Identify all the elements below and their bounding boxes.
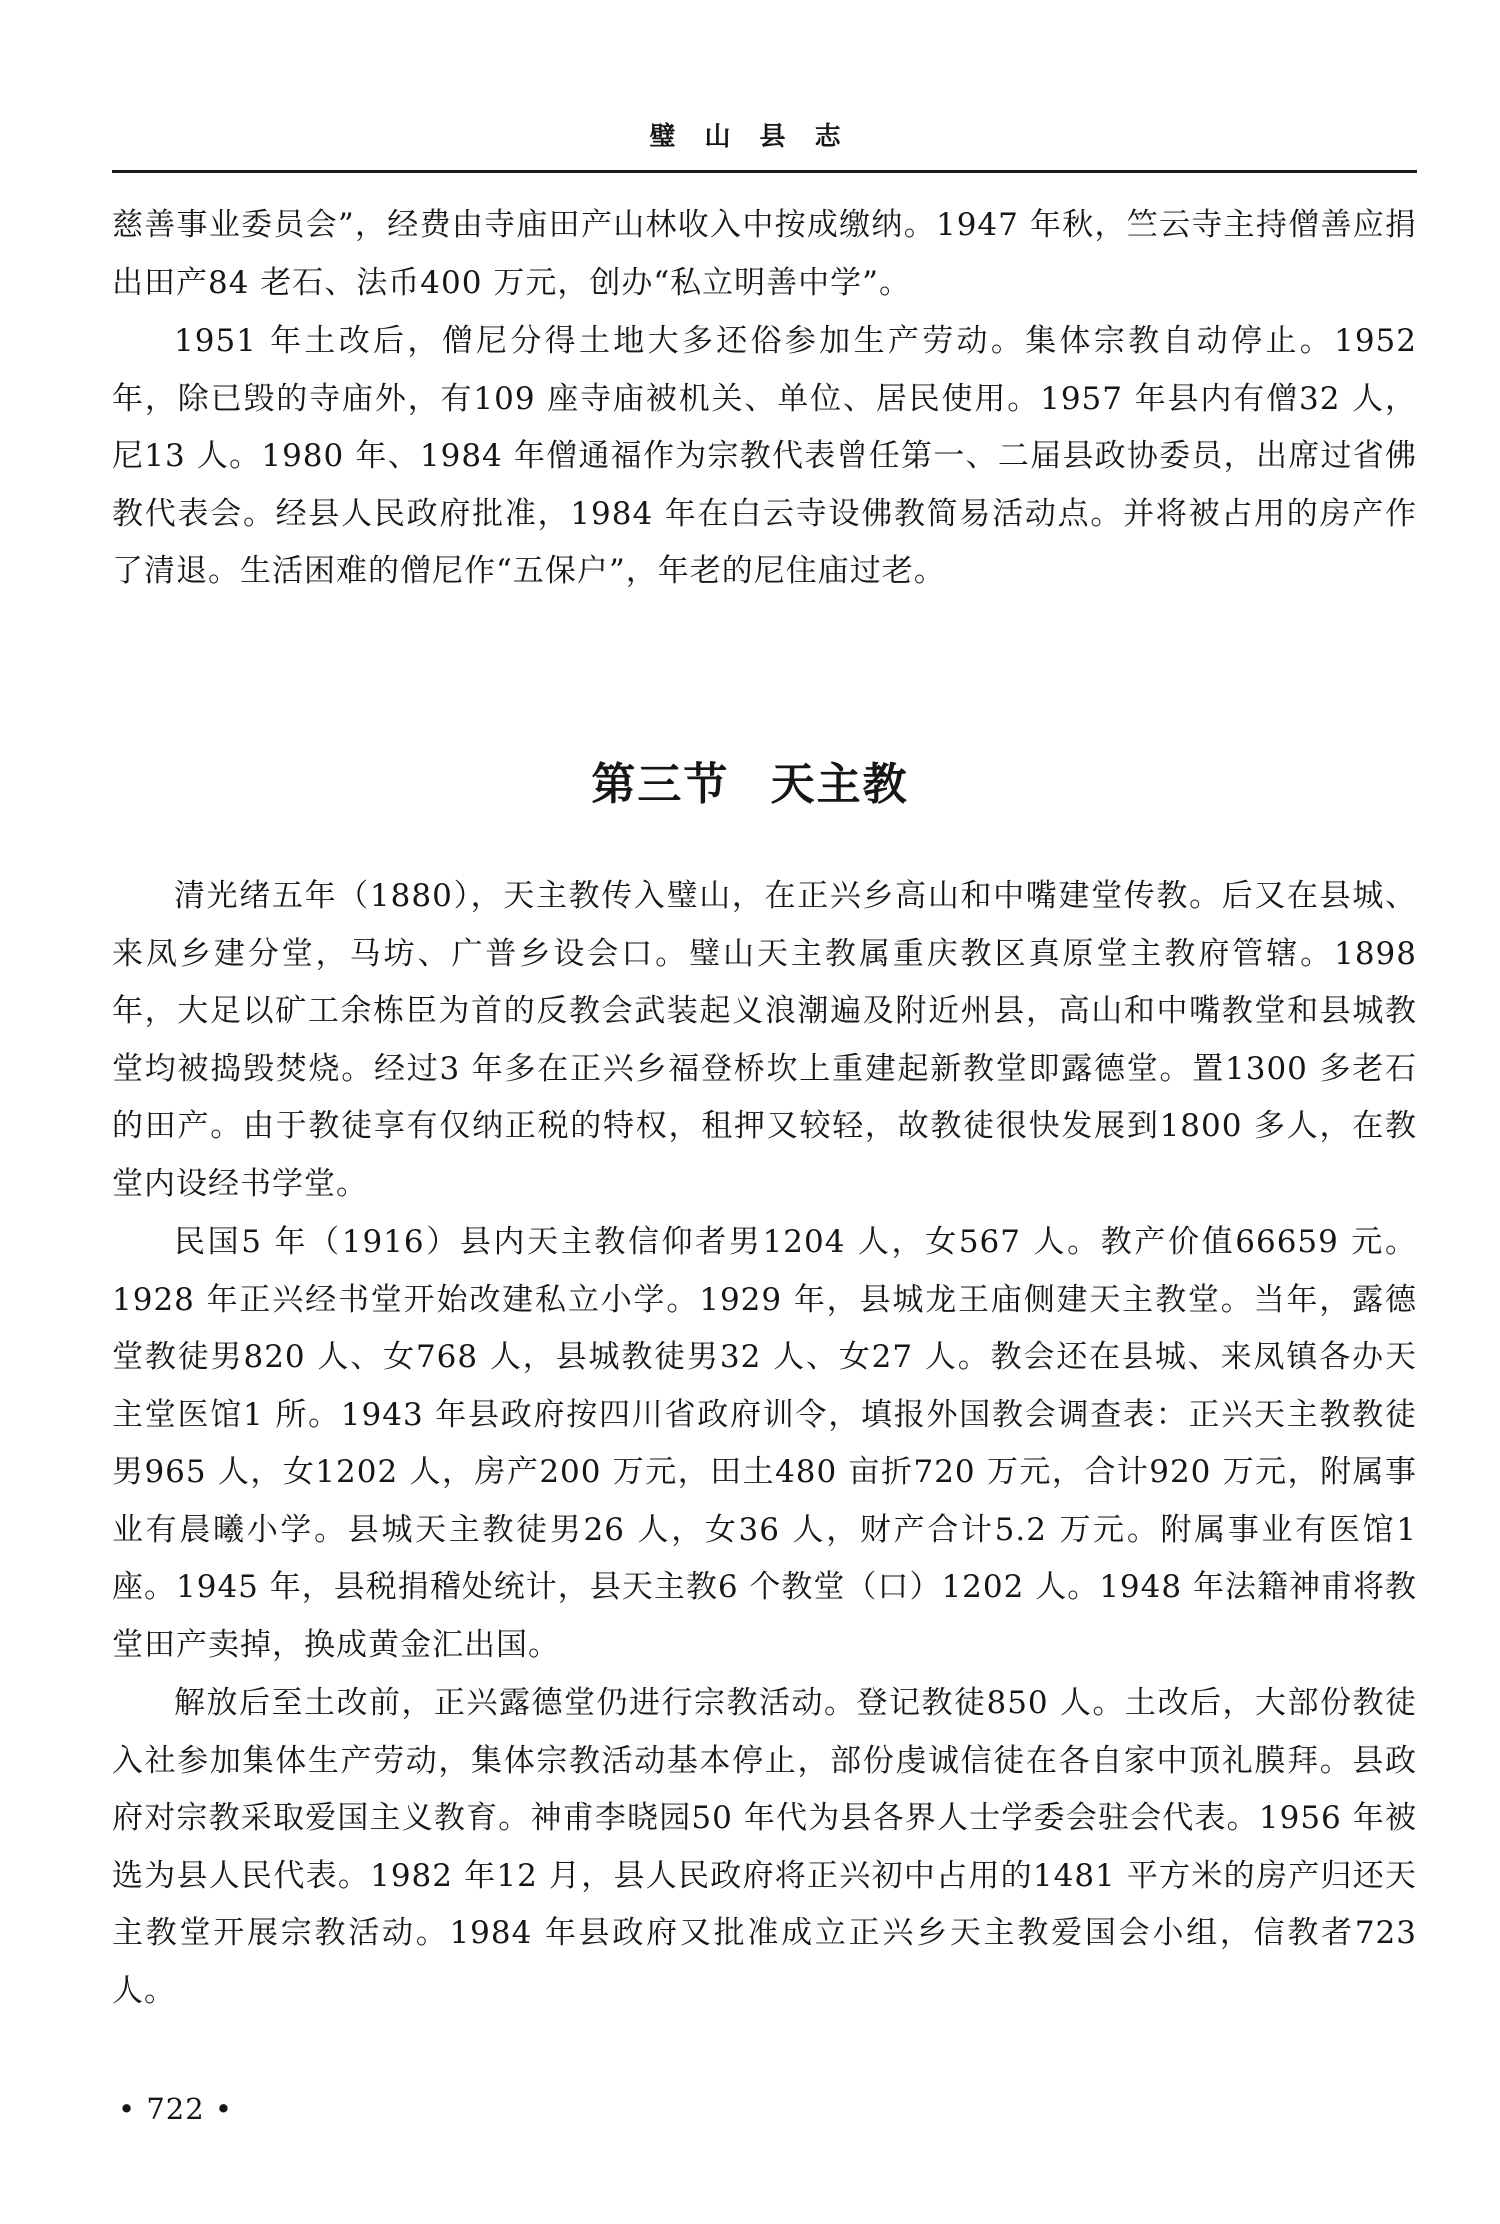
paragraph: 民国5 年（1916）县内天主教信仰者男1204 人，女567 人。教产价值66659 元。1928 年正兴经书堂开始改建私立小学。1929 年，县城龙王庙侧建天主教堂。当年，露德堂教徒男820 人、女768 人，县城教徒男32 人、女27 人。教会还在县城、来凤镇各办天主堂医馆1 所。1943 年县政府按四川省政府训令，填报外国教会调查表：正兴天主教教徒男965 人，女1202 人，房产200 万元，田土480 亩折720 万元，合计920 万元，附属事业有晨曦小学。县城天主教徒男26 人，女36 人，财产合计5.2 万元。附属事业有医馆1 座。1945 年，县税捐稽处统计，县天主教6 个教堂（口）1202 人。1948 年法籍神甫将教堂田产卖掉，换成黄金汇出国。 <box>112 1224 1417 1663</box>
paragraph: 1951 年土改后，僧尼分得土地大多还俗参加生产劳动。集体宗教自动停止。1952 年，除已毁的寺庙外，有109 座寺庙被机关、单位、居民使用。1957 年县内有僧32 人，尼13 人。1980 年、1984 年僧通福作为宗教代表曾任第一、二届县政协委员，出席过省佛教代表会。经县人民政府批准，1984 年在白云寺设佛教简易活动点。并将被占用的房产作了清退。生活困难的僧尼作“五保户”，年老的尼住庙过老。 <box>112 323 1417 589</box>
paragraph: 慈善事业委员会”，经费由寺庙田产山林收入中按成缴纳。1947 年秋，竺云寺主持僧善应捐出田产84 老石、法币400 万元，创办“私立明善中学”。 <box>112 207 1417 301</box>
page-number: • 722 • <box>118 2092 233 2126</box>
body-text-bottom <box>112 868 1417 2020</box>
section-heading: 第三节 天主教 <box>591 759 909 810</box>
body-text-top <box>112 197 1417 601</box>
header-rule <box>112 170 1417 173</box>
paragraph: 解放后至土改前，正兴露德堂仍进行宗教活动。登记教徒850 人。土改后，大部份教徒入社参加集体生产劳动，集体宗教活动基本停止，部份虔诚信徒在各自家中顶礼膜拜。县政府对宗教采取爱国主义教育。神甫李晓园50 年代为县各界人士学委会驻会代表。1956 年被选为县人民代表。1982 年12 月，县人民政府将正兴初中占用的1481 平方米的房产归还天主教堂开展宗教活动。1984 年县政府又批准成立正兴乡天主教爱国会小组，信教者723 人。 <box>112 1685 1417 2009</box>
paragraph: 清光绪五年（1880），天主教传入璧山，在正兴乡高山和中嘴建堂传教。后又在县城、来凤乡建分堂，马坊、广普乡设会口。璧山天主教属重庆教区真原堂主教府管辖。1898 年，大足以矿工余栋臣为首的反教会武装起义浪潮遍及附近州县，高山和中嘴教堂和县城教堂均被捣毁焚烧。经过3 年多在正兴乡福登桥坎上重建起新教堂即露德堂。置1300 多老石的田产。由于教徒享有仅纳正税的特权，租押又较轻，故教徒很快发展到1800 多人，在教堂内设经书学堂。 <box>112 878 1417 1202</box>
running-header: 璧 山 县 志 <box>649 122 851 152</box>
